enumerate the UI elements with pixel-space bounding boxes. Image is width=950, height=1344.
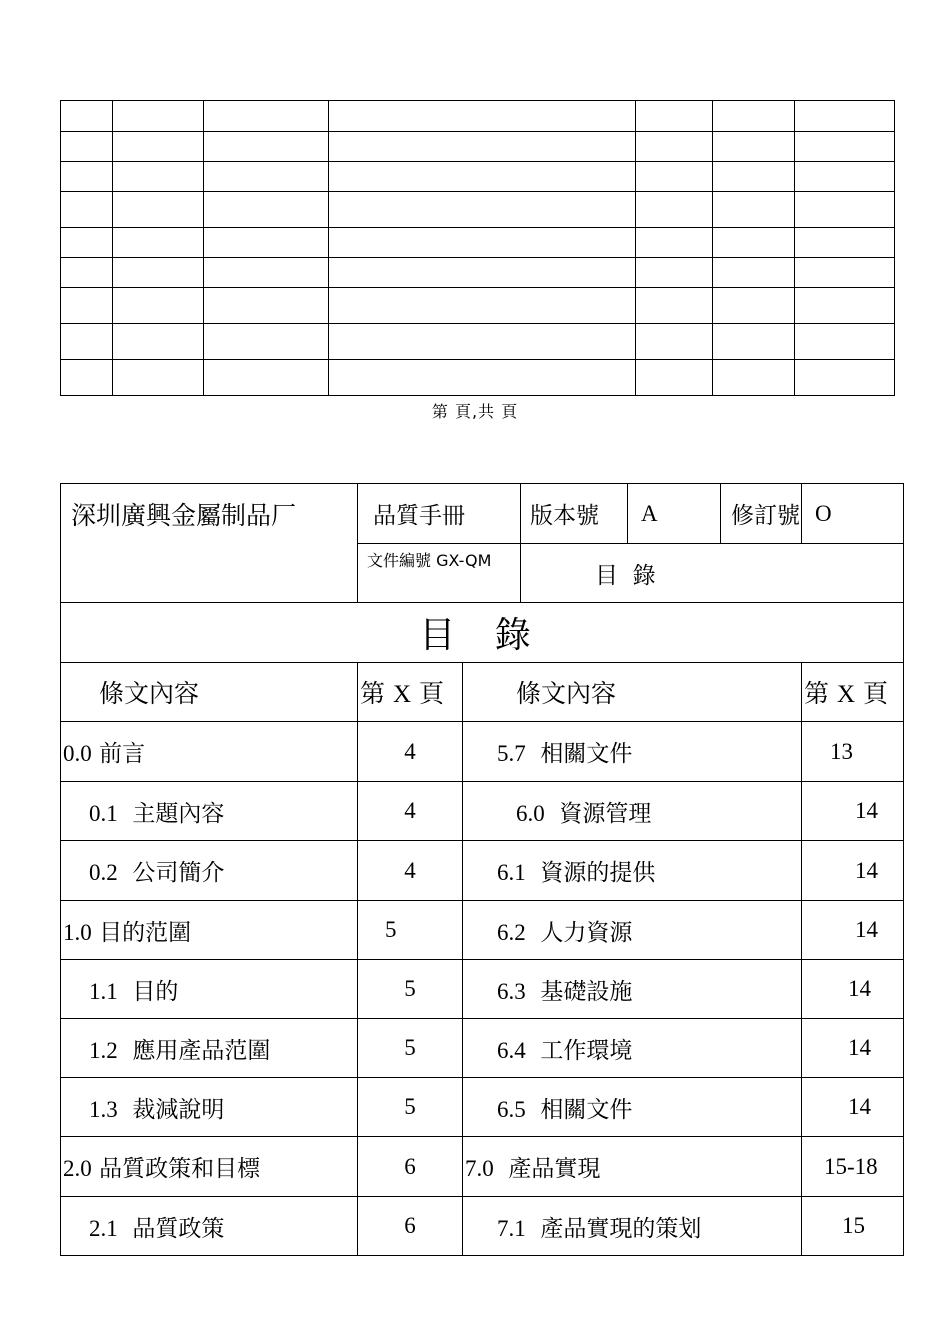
toc-page-right: 14 bbox=[802, 960, 904, 1019]
table-row bbox=[61, 360, 895, 396]
table-row bbox=[61, 722, 904, 782]
revision-record-table bbox=[60, 100, 895, 396]
version-value: A bbox=[628, 484, 721, 544]
revision-value: O bbox=[802, 484, 904, 544]
toc-entry-left: 1.3 裁減說明 bbox=[61, 1078, 358, 1137]
toc-entry-right: 6.4 工作環境 bbox=[463, 1019, 802, 1078]
toc-title-row bbox=[61, 603, 904, 663]
toc-page-right: 14 bbox=[802, 901, 904, 960]
toc-entry-right: 6.2 人力資源 bbox=[463, 901, 802, 960]
toc-page-right: 14 bbox=[802, 1078, 904, 1137]
toc-page-left: 5 bbox=[358, 960, 463, 1019]
table-row bbox=[61, 1137, 904, 1197]
table-row bbox=[61, 841, 904, 901]
toc-page-left: 4 bbox=[358, 841, 463, 901]
toc-entry-left: 0.2 公司簡介 bbox=[61, 841, 358, 901]
doc-header-row bbox=[61, 484, 904, 544]
col-content-left: 條文內容 bbox=[61, 663, 358, 722]
version-label: 版本號 bbox=[521, 484, 628, 544]
toc-entry-right: 5.7 相關文件 bbox=[463, 722, 802, 782]
toc-page-left: 6 bbox=[358, 1137, 463, 1197]
toc-page-right: 14 bbox=[802, 841, 904, 901]
table-row bbox=[61, 132, 895, 162]
toc-entry-right: 6.0 資源管理 bbox=[463, 782, 802, 841]
table-row bbox=[61, 192, 895, 228]
table-row bbox=[61, 901, 904, 960]
toc-entry-right: 7.1 產品實現的策划 bbox=[463, 1197, 802, 1256]
table-row bbox=[61, 162, 895, 192]
table-row bbox=[61, 1197, 904, 1256]
toc-entry-left: 1.0 目的范圍 bbox=[61, 901, 358, 960]
table-row bbox=[61, 1019, 904, 1078]
toc-entry-right: 6.5 相關文件 bbox=[463, 1078, 802, 1137]
toc-entry-left: 0.0 前言 bbox=[61, 722, 358, 782]
toc-page-right: 14 bbox=[802, 1019, 904, 1078]
toc-page-left: 4 bbox=[358, 782, 463, 841]
toc-entry-left: 1.1 目的 bbox=[61, 960, 358, 1019]
table-row bbox=[61, 258, 895, 288]
table-row bbox=[61, 960, 904, 1019]
page-count-footer: 第 頁,共 頁 bbox=[431, 402, 519, 421]
table-row bbox=[61, 228, 895, 258]
col-content-right: 條文內容 bbox=[463, 663, 802, 722]
toc-entry-left: 1.2 應用產品范圍 bbox=[61, 1019, 358, 1078]
toc-page-right: 13 bbox=[802, 722, 904, 782]
toc-entry-left: 2.0 品質政策和目標 bbox=[61, 1137, 358, 1197]
table-row bbox=[61, 1078, 904, 1137]
toc-entry-right: 7.0 產品實現 bbox=[463, 1137, 802, 1197]
table-row bbox=[61, 101, 895, 132]
table-row bbox=[61, 324, 895, 360]
col-page-left: 第 X 頁 bbox=[358, 663, 463, 722]
toc-page-left: 4 bbox=[358, 722, 463, 782]
toc-page-right: 15 bbox=[802, 1197, 904, 1256]
section-name: 目 錄 bbox=[521, 544, 904, 603]
col-page-right: 第 X 頁 bbox=[802, 663, 904, 722]
toc-page-right: 14 bbox=[802, 782, 904, 841]
toc-page-left: 5 bbox=[358, 901, 463, 960]
toc-document-table bbox=[60, 483, 904, 1256]
toc-column-header-row bbox=[61, 663, 904, 722]
toc-entry-left: 0.1 主題內容 bbox=[61, 782, 358, 841]
toc-title: 目 錄 bbox=[61, 603, 904, 663]
doc-number: 文件編號 GX-QM bbox=[358, 544, 521, 603]
table-row bbox=[61, 288, 895, 324]
toc-entry-right: 6.3 基礎設施 bbox=[463, 960, 802, 1019]
toc-page-left: 5 bbox=[358, 1078, 463, 1137]
toc-page-left: 5 bbox=[358, 1019, 463, 1078]
manual-title: 品質手冊 bbox=[358, 484, 521, 544]
toc-entry-right: 6.1 資源的提供 bbox=[463, 841, 802, 901]
revision-label: 修訂號 bbox=[721, 484, 802, 544]
table-row bbox=[61, 782, 904, 841]
toc-page-right: 15-18 bbox=[802, 1137, 904, 1197]
company-name: 深圳廣興金屬制品厂 bbox=[61, 484, 358, 603]
toc-page-left: 6 bbox=[358, 1197, 463, 1256]
toc-entry-left: 2.1 品質政策 bbox=[61, 1197, 358, 1256]
